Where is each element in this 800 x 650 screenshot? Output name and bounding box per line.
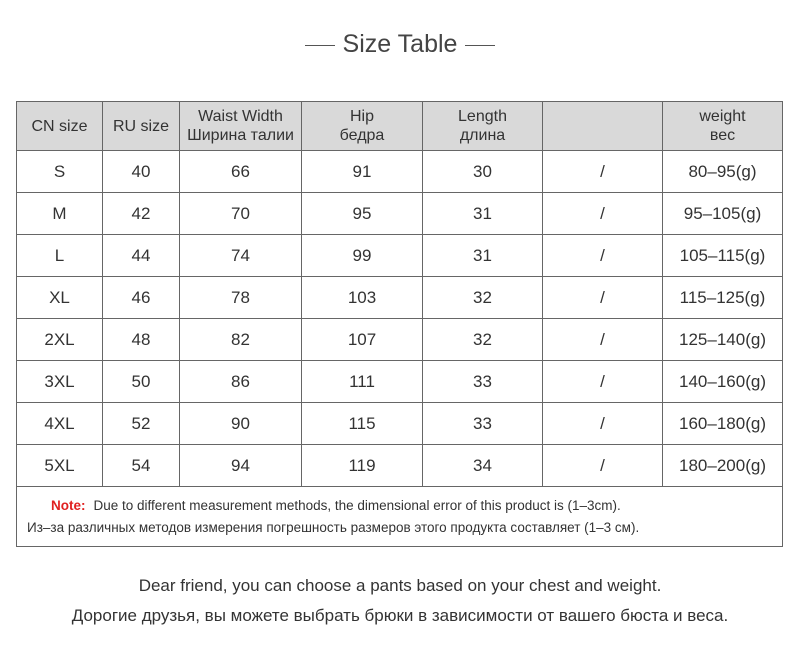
header-length: Length длина	[423, 102, 543, 151]
table-row	[17, 403, 783, 445]
cell-ru: 52	[103, 403, 180, 445]
cell-blank: /	[543, 445, 663, 487]
cell-waist: 78	[180, 277, 302, 319]
cell-waist: 82	[180, 319, 302, 361]
title-text: Size Table	[342, 30, 458, 58]
cell-hip: 115	[302, 403, 423, 445]
cell-cn: 3XL	[17, 361, 103, 403]
note-russian: Из–за различных методов измерения погрешность размеров этого продукта составляет (1–3 см).	[27, 519, 640, 535]
header-cn-size: CN size	[17, 102, 103, 151]
title-left-dash	[305, 45, 335, 46]
cell-blank: /	[543, 193, 663, 235]
cell-waist: 74	[180, 235, 302, 277]
table-row	[17, 361, 783, 403]
cell-blank: /	[543, 277, 663, 319]
header-empty	[543, 102, 663, 151]
cell-blank: /	[543, 151, 663, 193]
cell-hip: 107	[302, 319, 423, 361]
cell-ru: 40	[103, 151, 180, 193]
cell-cn: 4XL	[17, 403, 103, 445]
cell-weight: 115–125(g)	[663, 277, 783, 319]
cell-hip: 103	[302, 277, 423, 319]
cell-cn: M	[17, 193, 103, 235]
note-cell	[17, 487, 783, 547]
cell-ru: 54	[103, 445, 180, 487]
cell-length: 32	[423, 319, 543, 361]
size-table-container	[16, 101, 782, 547]
table-row	[17, 445, 783, 487]
cell-cn: XL	[17, 277, 103, 319]
cell-length: 31	[423, 193, 543, 235]
footer-russian: Дорогие друзья, вы можете выбрать брюки в зависимости от вашего бюста и веса.	[71, 606, 729, 625]
note-row	[17, 487, 783, 547]
cell-waist: 86	[180, 361, 302, 403]
note-english: Due to different measurement methods, the dimensional error of this product is (1–3cm).	[93, 497, 621, 513]
cell-length: 32	[423, 277, 543, 319]
page-title	[0, 30, 800, 59]
footer-english: Dear friend, you can choose a pants based on your chest and weight.	[138, 576, 662, 595]
cell-blank: /	[543, 361, 663, 403]
cell-blank: /	[543, 403, 663, 445]
header-ru-size: RU size	[103, 102, 180, 151]
cell-hip: 91	[302, 151, 423, 193]
cell-ru: 50	[103, 361, 180, 403]
cell-hip: 119	[302, 445, 423, 487]
cell-length: 31	[423, 235, 543, 277]
cell-weight: 125–140(g)	[663, 319, 783, 361]
table-row	[17, 151, 783, 193]
cell-cn: L	[17, 235, 103, 277]
table-row	[17, 193, 783, 235]
header-weight: weight вес	[663, 102, 783, 151]
cell-weight: 80–95(g)	[663, 151, 783, 193]
cell-ru: 48	[103, 319, 180, 361]
table-row	[17, 235, 783, 277]
cell-cn: S	[17, 151, 103, 193]
cell-weight: 105–115(g)	[663, 235, 783, 277]
header-hip: Hip бедра	[302, 102, 423, 151]
cell-waist: 94	[180, 445, 302, 487]
cell-length: 34	[423, 445, 543, 487]
header-waist: Waist Width Ширина талии	[180, 102, 302, 151]
cell-weight: 140–160(g)	[663, 361, 783, 403]
cell-waist: 90	[180, 403, 302, 445]
cell-waist: 66	[180, 151, 302, 193]
cell-ru: 44	[103, 235, 180, 277]
cell-blank: /	[543, 235, 663, 277]
note-label: Note:	[51, 497, 86, 513]
cell-cn: 2XL	[17, 319, 103, 361]
cell-blank: /	[543, 319, 663, 361]
size-table	[16, 101, 783, 547]
cell-weight: 160–180(g)	[663, 403, 783, 445]
cell-length: 30	[423, 151, 543, 193]
cell-hip: 99	[302, 235, 423, 277]
table-row	[17, 319, 783, 361]
table-row	[17, 277, 783, 319]
cell-length: 33	[423, 403, 543, 445]
title-right-dash	[465, 45, 495, 46]
cell-weight: 95–105(g)	[663, 193, 783, 235]
cell-waist: 70	[180, 193, 302, 235]
cell-hip: 111	[302, 361, 423, 403]
cell-weight: 180–200(g)	[663, 445, 783, 487]
cell-cn: 5XL	[17, 445, 103, 487]
cell-hip: 95	[302, 193, 423, 235]
cell-ru: 42	[103, 193, 180, 235]
cell-ru: 46	[103, 277, 180, 319]
cell-length: 33	[423, 361, 543, 403]
table-header-row	[17, 102, 783, 151]
